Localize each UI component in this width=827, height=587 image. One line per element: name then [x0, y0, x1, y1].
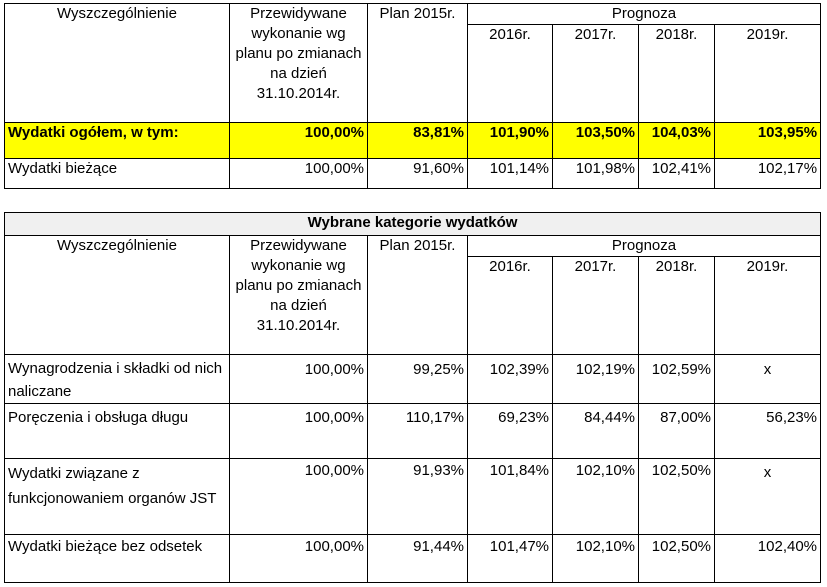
row-label: Wydatki związane z funkcjonowaniem organów JST — [5, 459, 230, 535]
header-year: 2017r. — [553, 25, 639, 123]
cell-value: 100,00% — [230, 459, 368, 535]
cell-value: 102,59% — [639, 355, 715, 404]
cell-value: 91,60% — [368, 159, 468, 189]
header-expected: Przewidywane wykonanie wg planu po zmianach na dzień 31.10.2014r. — [230, 4, 368, 123]
cell-value: 102,17% — [715, 159, 821, 189]
cell-value: 104,03% — [639, 123, 715, 159]
row-label: Wydatki bieżące — [5, 159, 230, 189]
row-label: Wynagrodzenia i składki od nich naliczane — [5, 355, 230, 404]
cell-value: x — [715, 459, 821, 535]
table-row — [5, 159, 821, 189]
cell-value: 91,44% — [368, 535, 468, 583]
cell-value: 102,41% — [639, 159, 715, 189]
header-forecast: Prognoza — [468, 4, 821, 25]
table-row — [5, 404, 821, 459]
cell-value: 102,10% — [553, 535, 639, 583]
cell-value: 83,81% — [368, 123, 468, 159]
cell-value: 100,00% — [230, 355, 368, 404]
table-expenditures-total — [4, 3, 821, 189]
cell-value: 101,47% — [468, 535, 553, 583]
header-plan: Plan 2015r. — [368, 4, 468, 123]
cell-value: 101,14% — [468, 159, 553, 189]
cell-value: 102,50% — [639, 459, 715, 535]
cell-value: 100,00% — [230, 123, 368, 159]
header-year: 2016r. — [468, 25, 553, 123]
header-item: Wyszczególnienie — [5, 4, 230, 123]
table-row — [5, 535, 821, 583]
cell-value: 102,10% — [553, 459, 639, 535]
header-year: 2018r. — [639, 25, 715, 123]
cell-value: 103,95% — [715, 123, 821, 159]
cell-value: 102,40% — [715, 535, 821, 583]
header-forecast: Prognoza — [468, 236, 821, 257]
table-row-total — [5, 123, 821, 159]
header-year: 2018r. — [639, 257, 715, 355]
header-year: 2019r. — [715, 257, 821, 355]
cell-value: 102,50% — [639, 535, 715, 583]
row-label: Wydatki ogółem, w tym: — [5, 123, 230, 159]
row-label: Poręczenia i obsługa długu — [5, 404, 230, 459]
cell-value: 110,17% — [368, 404, 468, 459]
row-label: Wydatki bieżące bez odsetek — [5, 535, 230, 583]
cell-value: 103,50% — [553, 123, 639, 159]
cell-value: 102,19% — [553, 355, 639, 404]
cell-value: 99,25% — [368, 355, 468, 404]
table-row — [5, 355, 821, 404]
cell-value: 101,84% — [468, 459, 553, 535]
section-title-row — [5, 213, 821, 236]
cell-value: 91,93% — [368, 459, 468, 535]
cell-value: 100,00% — [230, 159, 368, 189]
cell-value: 84,44% — [553, 404, 639, 459]
cell-value: 102,39% — [468, 355, 553, 404]
header-row-top — [5, 236, 821, 257]
cell-value: 101,98% — [553, 159, 639, 189]
section-title: Wybrane kategorie wydatków — [5, 213, 821, 236]
table-expenditure-categories — [4, 212, 821, 583]
cell-value: 87,00% — [639, 404, 715, 459]
header-year: 2017r. — [553, 257, 639, 355]
header-row-top — [5, 4, 821, 25]
cell-value: x — [715, 355, 821, 404]
header-item: Wyszczególnienie — [5, 236, 230, 355]
header-year: 2019r. — [715, 25, 821, 123]
header-year: 2016r. — [468, 257, 553, 355]
cell-value: 56,23% — [715, 404, 821, 459]
cell-value: 69,23% — [468, 404, 553, 459]
cell-value: 100,00% — [230, 404, 368, 459]
cell-value: 100,00% — [230, 535, 368, 583]
table-row — [5, 459, 821, 535]
cell-value: 101,90% — [468, 123, 553, 159]
header-expected: Przewidywane wykonanie wg planu po zmianach na dzień 31.10.2014r. — [230, 236, 368, 355]
header-plan: Plan 2015r. — [368, 236, 468, 355]
